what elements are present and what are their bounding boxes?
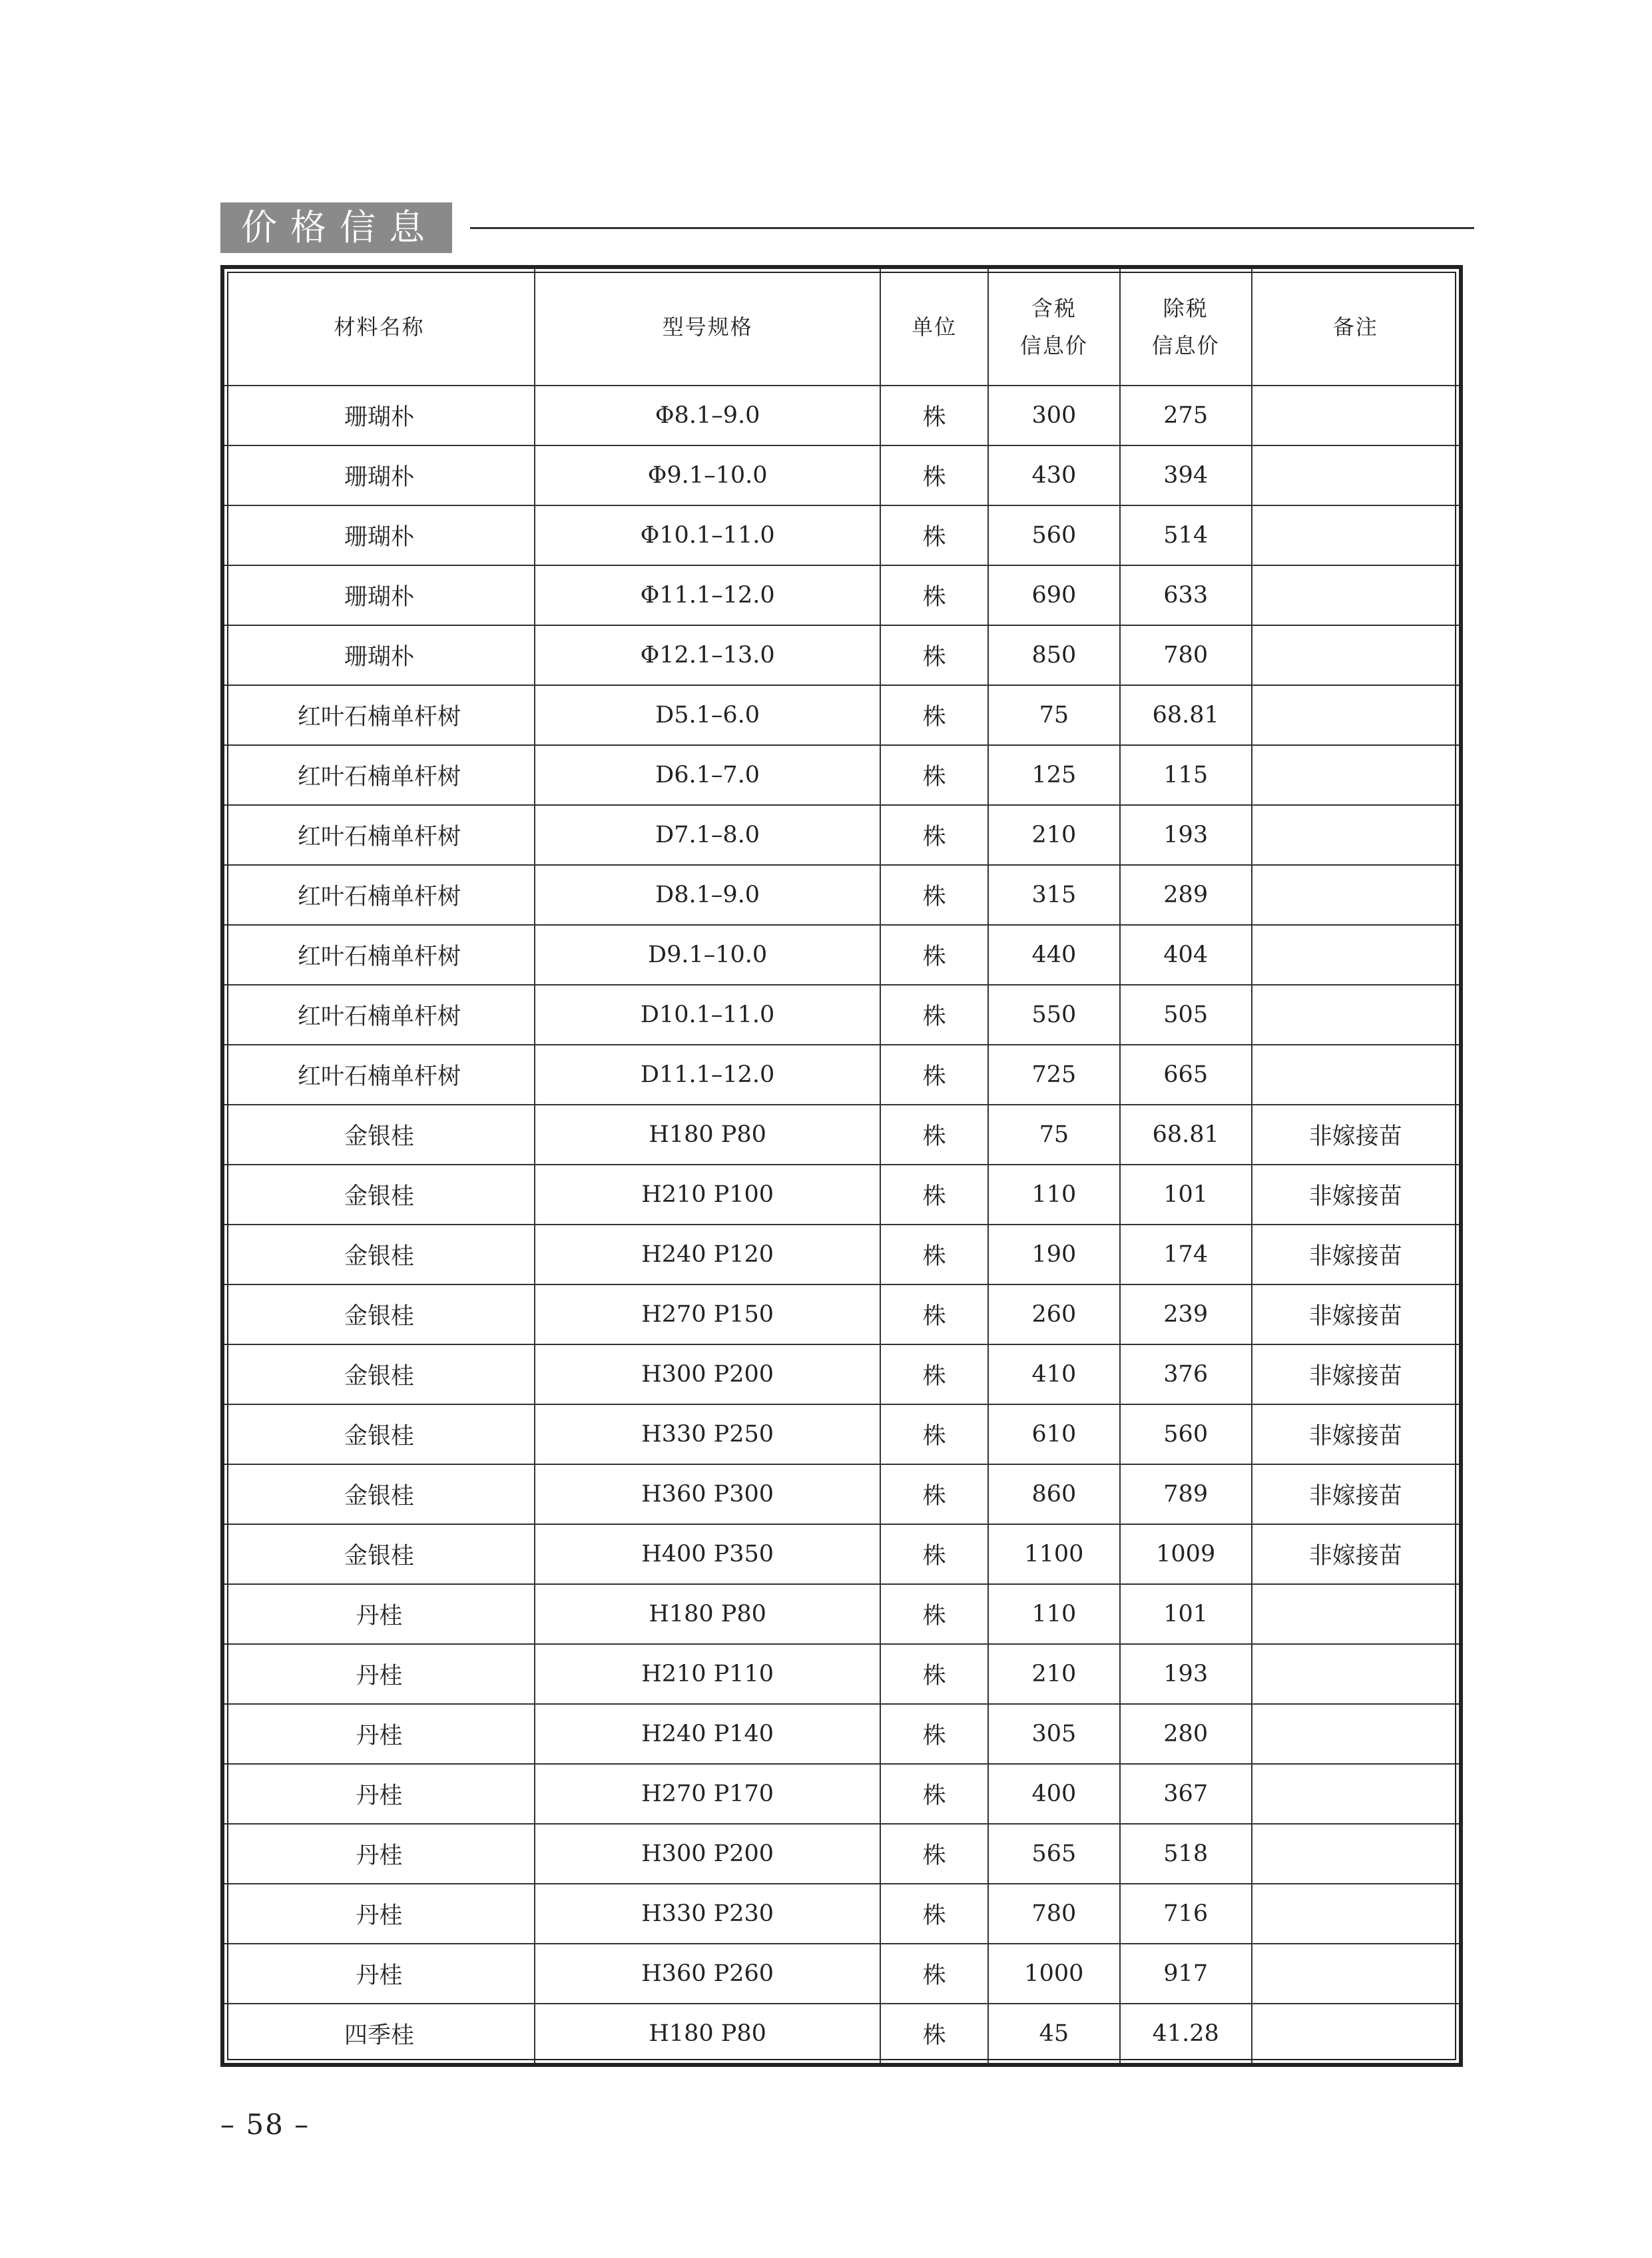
table-row [222, 925, 1461, 985]
cell-spec: H210 P110 [535, 1644, 880, 1704]
cell-unit: 株 [880, 925, 988, 985]
cell-material-name: 丹桂 [222, 1824, 535, 1884]
section-divider [470, 227, 1474, 229]
cell-price-tax-excl: 394 [1120, 445, 1252, 505]
cell-price-tax-incl: 110 [988, 1165, 1120, 1225]
header-price-tax-incl [988, 267, 1120, 386]
cell-material-name: 丹桂 [222, 1644, 535, 1704]
cell-material-name: 珊瑚朴 [222, 625, 535, 685]
cell-remark [1252, 1824, 1461, 1884]
table-row [222, 1944, 1461, 2004]
cell-spec: H270 P170 [535, 1764, 880, 1824]
cell-remark [1252, 805, 1461, 865]
cell-price-tax-excl: 917 [1120, 1944, 1252, 2004]
cell-price-tax-incl: 300 [988, 386, 1120, 445]
cell-material-name: 红叶石楠单杆树 [222, 1045, 535, 1105]
table-row [222, 1344, 1461, 1404]
cell-remark: 非嫁接苗 [1252, 1284, 1461, 1344]
table-row [222, 1165, 1461, 1225]
cell-price-tax-incl: 565 [988, 1824, 1120, 1884]
cell-price-tax-excl: 101 [1120, 1165, 1252, 1225]
cell-price-tax-excl: 518 [1120, 1824, 1252, 1884]
cell-unit: 株 [880, 865, 988, 925]
cell-unit: 株 [880, 625, 988, 685]
cell-price-tax-excl: 367 [1120, 1764, 1252, 1824]
cell-price-tax-excl: 68.81 [1120, 685, 1252, 745]
cell-unit: 株 [880, 1464, 988, 1524]
cell-spec: H210 P100 [535, 1165, 880, 1225]
cell-price-tax-incl: 780 [988, 1884, 1120, 1944]
cell-price-tax-incl: 860 [988, 1464, 1120, 1524]
table-row [222, 565, 1461, 625]
cell-spec: H400 P350 [535, 1524, 880, 1584]
cell-remark [1252, 386, 1461, 445]
cell-spec: Φ12.1–13.0 [535, 625, 880, 685]
table-row [222, 1584, 1461, 1644]
cell-material-name: 丹桂 [222, 1764, 535, 1824]
cell-material-name: 红叶石楠单杆树 [222, 745, 535, 805]
cell-spec: Φ11.1–12.0 [535, 565, 880, 625]
cell-unit: 株 [880, 745, 988, 805]
price-table [220, 265, 1463, 2067]
cell-spec: D10.1–11.0 [535, 985, 880, 1045]
cell-material-name: 金银桂 [222, 1105, 535, 1165]
cell-price-tax-incl: 440 [988, 925, 1120, 985]
table-row [222, 1105, 1461, 1165]
cell-material-name: 金银桂 [222, 1165, 535, 1225]
cell-price-tax-incl: 45 [988, 2004, 1120, 2065]
cell-price-tax-excl: 193 [1120, 805, 1252, 865]
cell-unit: 株 [880, 565, 988, 625]
cell-price-tax-incl: 260 [988, 1284, 1120, 1344]
cell-spec: D7.1–8.0 [535, 805, 880, 865]
table-row [222, 1704, 1461, 1764]
header-unit: 单位 [880, 267, 988, 386]
table-row [222, 1464, 1461, 1524]
cell-unit: 株 [880, 1284, 988, 1344]
cell-price-tax-excl: 780 [1120, 625, 1252, 685]
cell-spec: H330 P250 [535, 1404, 880, 1464]
cell-price-tax-excl: 716 [1120, 1884, 1252, 1944]
header-price-tax-excl [1120, 267, 1252, 386]
table-row [222, 1524, 1461, 1584]
cell-unit: 株 [880, 685, 988, 745]
cell-unit: 株 [880, 1824, 988, 1884]
cell-price-tax-incl: 190 [988, 1225, 1120, 1284]
cell-unit: 株 [880, 1344, 988, 1404]
cell-remark [1252, 745, 1461, 805]
cell-price-tax-incl: 210 [988, 805, 1120, 865]
cell-price-tax-excl: 193 [1120, 1644, 1252, 1704]
cell-material-name: 红叶石楠单杆树 [222, 805, 535, 865]
cell-price-tax-incl: 430 [988, 445, 1120, 505]
cell-remark: 非嫁接苗 [1252, 1464, 1461, 1524]
cell-price-tax-incl: 550 [988, 985, 1120, 1045]
table-row [222, 445, 1461, 505]
cell-price-tax-excl: 68.81 [1120, 1105, 1252, 1165]
cell-material-name: 珊瑚朴 [222, 505, 535, 565]
cell-remark [1252, 1644, 1461, 1704]
cell-spec: D11.1–12.0 [535, 1045, 880, 1105]
cell-remark: 非嫁接苗 [1252, 1225, 1461, 1284]
cell-price-tax-excl: 514 [1120, 505, 1252, 565]
cell-spec: D5.1–6.0 [535, 685, 880, 745]
table-row [222, 1404, 1461, 1464]
cell-spec: Φ9.1–10.0 [535, 445, 880, 505]
cell-price-tax-excl: 505 [1120, 985, 1252, 1045]
cell-price-tax-excl: 665 [1120, 1045, 1252, 1105]
cell-remark: 非嫁接苗 [1252, 1344, 1461, 1404]
cell-price-tax-incl: 690 [988, 565, 1120, 625]
cell-price-tax-incl: 410 [988, 1344, 1120, 1404]
header-remark: 备注 [1252, 267, 1461, 386]
cell-material-name: 金银桂 [222, 1344, 535, 1404]
cell-remark: 非嫁接苗 [1252, 1105, 1461, 1165]
cell-spec: D6.1–7.0 [535, 745, 880, 805]
cell-remark [1252, 865, 1461, 925]
table-row [222, 2004, 1461, 2065]
table-row [222, 1225, 1461, 1284]
cell-price-tax-excl: 633 [1120, 565, 1252, 625]
cell-price-tax-excl: 115 [1120, 745, 1252, 805]
cell-price-tax-excl: 560 [1120, 1404, 1252, 1464]
cell-unit: 株 [880, 1045, 988, 1105]
cell-remark [1252, 1584, 1461, 1644]
cell-price-tax-incl: 75 [988, 685, 1120, 745]
cell-remark [1252, 985, 1461, 1045]
cell-unit: 株 [880, 1704, 988, 1764]
cell-remark [1252, 1944, 1461, 2004]
cell-remark [1252, 1045, 1461, 1105]
cell-material-name: 丹桂 [222, 1704, 535, 1764]
header-price-tax-excl-line2: 信息价 [1151, 333, 1220, 358]
header-price-tax-incl-line1: 含税 [1031, 296, 1077, 321]
cell-unit: 株 [880, 805, 988, 865]
cell-price-tax-excl: 280 [1120, 1704, 1252, 1764]
cell-spec: H180 P80 [535, 1105, 880, 1165]
cell-material-name: 珊瑚朴 [222, 445, 535, 505]
cell-price-tax-incl: 725 [988, 1045, 1120, 1105]
cell-material-name: 金银桂 [222, 1404, 535, 1464]
cell-spec: H300 P200 [535, 1824, 880, 1884]
table-row [222, 1045, 1461, 1105]
table-row [222, 1644, 1461, 1704]
cell-price-tax-excl: 239 [1120, 1284, 1252, 1344]
cell-material-name: 红叶石楠单杆树 [222, 865, 535, 925]
cell-remark [1252, 1704, 1461, 1764]
cell-price-tax-incl: 1000 [988, 1944, 1120, 2004]
cell-price-tax-incl: 305 [988, 1704, 1120, 1764]
cell-price-tax-excl: 376 [1120, 1344, 1252, 1404]
cell-unit: 株 [880, 2004, 988, 2065]
cell-remark: 非嫁接苗 [1252, 1404, 1461, 1464]
cell-remark: 非嫁接苗 [1252, 1524, 1461, 1584]
cell-remark [1252, 565, 1461, 625]
cell-remark [1252, 505, 1461, 565]
cell-price-tax-incl: 850 [988, 625, 1120, 685]
cell-price-tax-incl: 125 [988, 745, 1120, 805]
cell-price-tax-excl: 404 [1120, 925, 1252, 985]
cell-spec: H360 P260 [535, 1944, 880, 2004]
table-row [222, 805, 1461, 865]
table-row [222, 745, 1461, 805]
cell-unit: 株 [880, 1884, 988, 1944]
section-header [220, 202, 1474, 253]
cell-price-tax-excl: 41.28 [1120, 2004, 1252, 2065]
table-row [222, 1824, 1461, 1884]
cell-material-name: 珊瑚朴 [222, 386, 535, 445]
cell-price-tax-incl: 400 [988, 1764, 1120, 1824]
cell-price-tax-excl: 1009 [1120, 1524, 1252, 1584]
cell-unit: 株 [880, 1225, 988, 1284]
table-body [222, 386, 1461, 2065]
cell-material-name: 金银桂 [222, 1284, 535, 1344]
cell-spec: H240 P140 [535, 1704, 880, 1764]
table-row [222, 1764, 1461, 1824]
header-material-name: 材料名称 [222, 267, 535, 386]
cell-spec: Φ8.1–9.0 [535, 386, 880, 445]
cell-price-tax-excl: 101 [1120, 1584, 1252, 1644]
cell-price-tax-excl: 289 [1120, 865, 1252, 925]
cell-price-tax-incl: 210 [988, 1644, 1120, 1704]
cell-spec: Φ10.1–11.0 [535, 505, 880, 565]
cell-price-tax-incl: 110 [988, 1584, 1120, 1644]
cell-unit: 株 [880, 1105, 988, 1165]
cell-spec: H330 P230 [535, 1884, 880, 1944]
cell-price-tax-incl: 75 [988, 1105, 1120, 1165]
cell-spec: H300 P200 [535, 1344, 880, 1404]
cell-material-name: 金银桂 [222, 1524, 535, 1584]
cell-price-tax-incl: 315 [988, 865, 1120, 925]
cell-unit: 株 [880, 386, 988, 445]
cell-unit: 株 [880, 1165, 988, 1225]
cell-material-name: 丹桂 [222, 1944, 535, 2004]
cell-remark [1252, 925, 1461, 985]
cell-material-name: 丹桂 [222, 1884, 535, 1944]
cell-material-name: 珊瑚朴 [222, 565, 535, 625]
cell-unit: 株 [880, 445, 988, 505]
header-spec: 型号规格 [535, 267, 880, 386]
cell-unit: 株 [880, 1584, 988, 1644]
cell-unit: 株 [880, 1944, 988, 2004]
cell-price-tax-excl: 275 [1120, 386, 1252, 445]
cell-unit: 株 [880, 985, 988, 1045]
cell-material-name: 红叶石楠单杆树 [222, 685, 535, 745]
cell-remark [1252, 685, 1461, 745]
cell-material-name: 红叶石楠单杆树 [222, 985, 535, 1045]
table-row [222, 1884, 1461, 1944]
table-row [222, 865, 1461, 925]
header-price-tax-excl-line1: 除税 [1163, 296, 1209, 321]
cell-price-tax-excl: 789 [1120, 1464, 1252, 1524]
cell-price-tax-incl: 560 [988, 505, 1120, 565]
cell-spec: H360 P300 [535, 1464, 880, 1524]
cell-spec: H180 P80 [535, 1584, 880, 1644]
table-header-row [222, 267, 1461, 386]
cell-unit: 株 [880, 1644, 988, 1704]
table-row [222, 386, 1461, 445]
cell-material-name: 丹桂 [222, 1584, 535, 1644]
table-row [222, 1284, 1461, 1344]
cell-unit: 株 [880, 505, 988, 565]
cell-spec: H240 P120 [535, 1225, 880, 1284]
section-title: 价格信息 [220, 202, 452, 253]
cell-price-tax-incl: 610 [988, 1404, 1120, 1464]
cell-material-name: 金银桂 [222, 1225, 535, 1284]
page-number: – 58 – [220, 2108, 310, 2141]
cell-material-name: 四季桂 [222, 2004, 535, 2065]
cell-remark: 非嫁接苗 [1252, 1165, 1461, 1225]
cell-remark [1252, 2004, 1461, 2065]
cell-price-tax-excl: 174 [1120, 1225, 1252, 1284]
table-row [222, 505, 1461, 565]
table-row [222, 985, 1461, 1045]
cell-spec: D8.1–9.0 [535, 865, 880, 925]
header-price-tax-incl-line2: 信息价 [1019, 333, 1088, 358]
cell-spec: D9.1–10.0 [535, 925, 880, 985]
cell-remark [1252, 1884, 1461, 1944]
cell-material-name: 红叶石楠单杆树 [222, 925, 535, 985]
cell-spec: H270 P150 [535, 1284, 880, 1344]
cell-price-tax-incl: 1100 [988, 1524, 1120, 1584]
cell-material-name: 金银桂 [222, 1464, 535, 1524]
cell-remark [1252, 1764, 1461, 1824]
table-row [222, 625, 1461, 685]
cell-remark [1252, 625, 1461, 685]
cell-unit: 株 [880, 1764, 988, 1824]
cell-spec: H180 P80 [535, 2004, 880, 2065]
cell-unit: 株 [880, 1404, 988, 1464]
table-row [222, 685, 1461, 745]
cell-unit: 株 [880, 1524, 988, 1584]
cell-remark [1252, 445, 1461, 505]
